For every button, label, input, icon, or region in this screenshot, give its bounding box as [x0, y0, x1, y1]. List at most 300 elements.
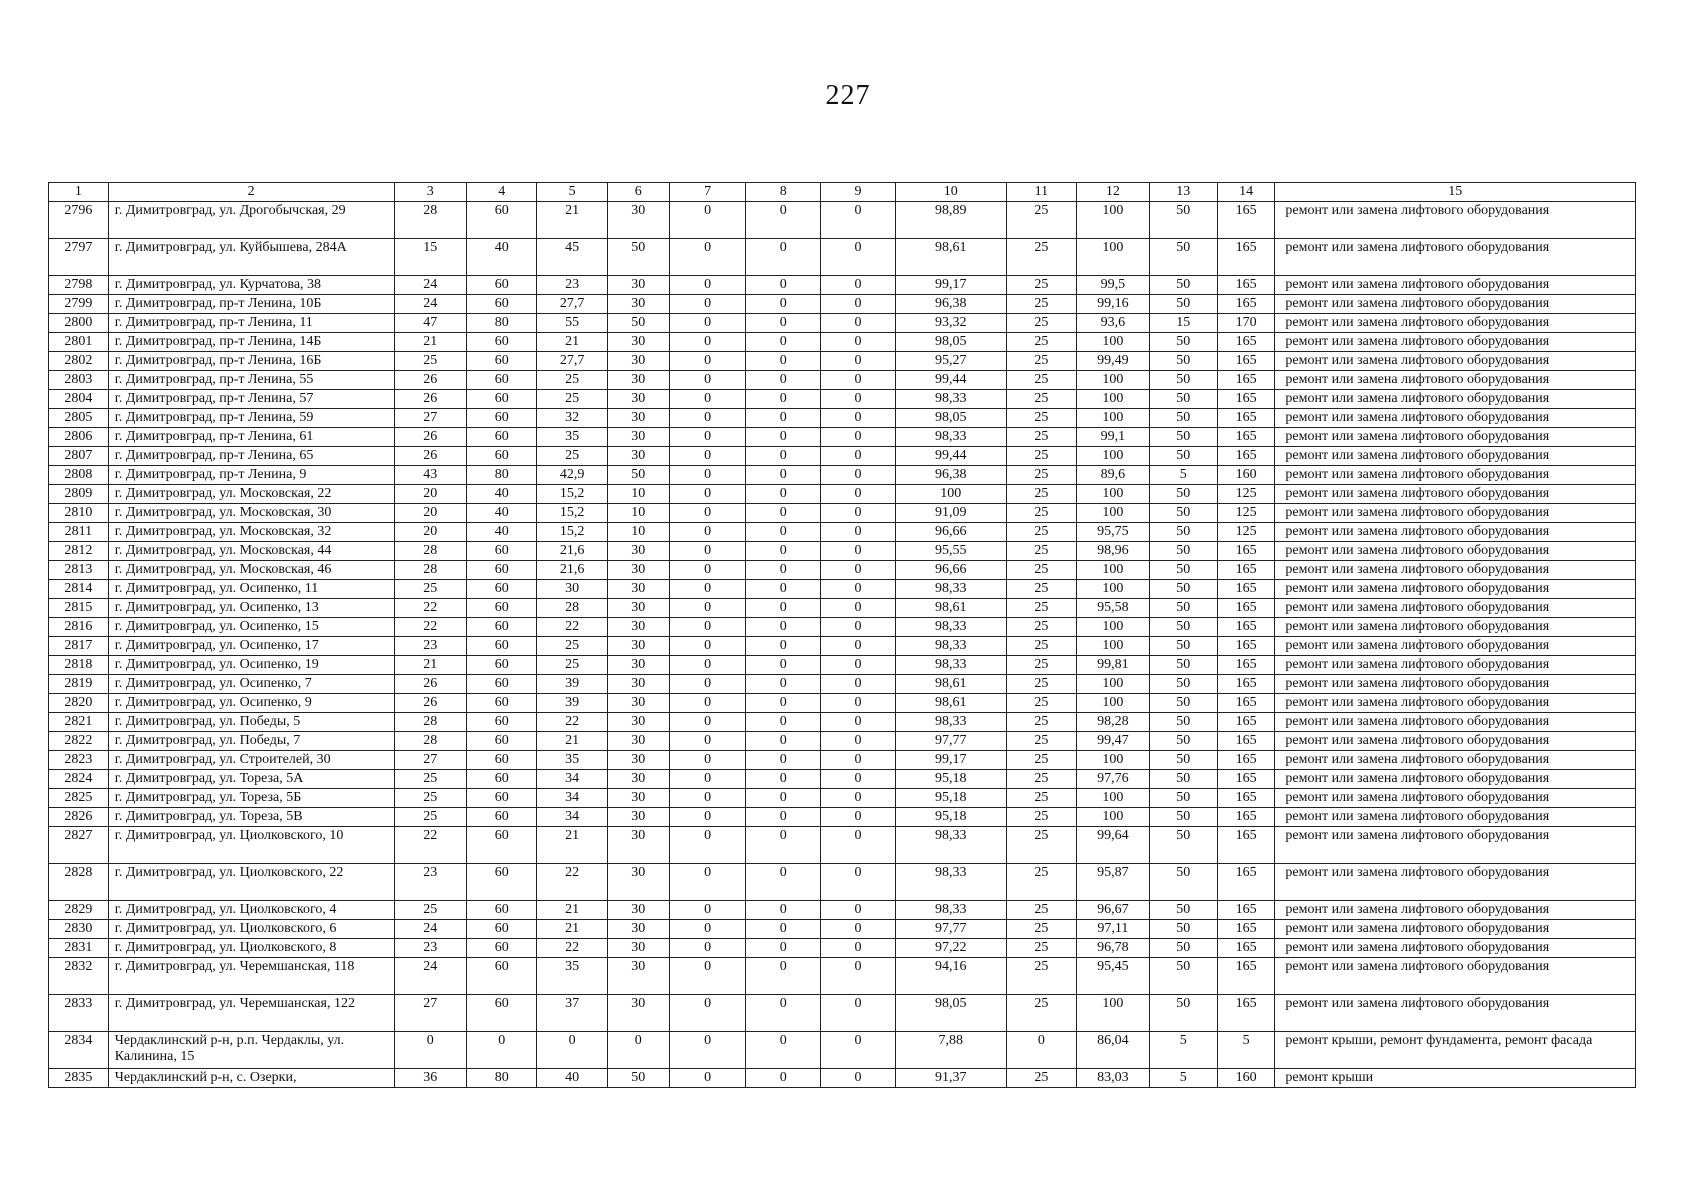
value-cell: 99,81 [1077, 656, 1150, 675]
value-cell: 25 [1006, 939, 1076, 958]
value-cell: 99,44 [895, 371, 1006, 390]
value-cell: 50 [1149, 202, 1217, 239]
value-cell: 25 [1006, 447, 1076, 466]
value-cell: 50 [1149, 409, 1217, 428]
value-cell: 0 [746, 1032, 821, 1069]
value-cell: 25 [1006, 202, 1076, 239]
value-cell: 100 [1077, 675, 1150, 694]
address-cell: г. Димитровград, пр-т Ленина, 65 [108, 447, 394, 466]
value-cell: 0 [669, 827, 746, 864]
value-cell: 50 [1149, 352, 1217, 371]
value-cell: 50 [1149, 504, 1217, 523]
row-number-cell: 2816 [49, 618, 109, 637]
value-cell: 20 [394, 485, 467, 504]
table-row [49, 732, 1636, 751]
value-cell: 50 [1149, 939, 1217, 958]
value-cell: 0 [746, 333, 821, 352]
value-cell: 98,61 [895, 694, 1006, 713]
table-row [49, 675, 1636, 694]
value-cell: 22 [394, 599, 467, 618]
value-cell: 21,6 [537, 561, 607, 580]
value-cell: 50 [1149, 901, 1217, 920]
value-cell: 60 [467, 637, 537, 656]
value-cell: 45 [537, 239, 607, 276]
value-cell: 50 [1149, 789, 1217, 808]
value-cell: 165 [1217, 371, 1275, 390]
value-cell: 50 [1149, 542, 1217, 561]
value-cell: 0 [669, 1032, 746, 1069]
value-cell: 98,33 [895, 864, 1006, 901]
work-type-cell: ремонт или замена лифтового оборудования [1275, 314, 1636, 333]
address-cell: г. Димитровград, ул. Курчатова, 38 [108, 276, 394, 295]
value-cell: 25 [1006, 713, 1076, 732]
value-cell: 0 [821, 939, 896, 958]
value-cell: 0 [821, 1069, 896, 1088]
row-number-cell: 2803 [49, 371, 109, 390]
value-cell: 50 [1149, 561, 1217, 580]
value-cell: 15 [394, 239, 467, 276]
value-cell: 25 [537, 390, 607, 409]
work-type-cell: ремонт или замена лифтового оборудования [1275, 675, 1636, 694]
column-header: 14 [1217, 183, 1275, 202]
value-cell: 60 [467, 542, 537, 561]
value-cell: 24 [394, 295, 467, 314]
work-type-cell: ремонт или замена лифтового оборудования [1275, 618, 1636, 637]
value-cell: 60 [467, 390, 537, 409]
address-cell: г. Димитровград, ул. Осипенко, 11 [108, 580, 394, 599]
value-cell: 30 [607, 409, 669, 428]
value-cell: 50 [1149, 694, 1217, 713]
value-cell: 97,22 [895, 939, 1006, 958]
value-cell: 100 [1077, 485, 1150, 504]
value-cell: 0 [821, 447, 896, 466]
row-number-cell: 2811 [49, 523, 109, 542]
value-cell: 60 [467, 827, 537, 864]
value-cell: 30 [607, 352, 669, 371]
value-cell: 165 [1217, 599, 1275, 618]
address-cell: г. Димитровград, ул. Черемшанская, 122 [108, 995, 394, 1032]
row-number-cell: 2805 [49, 409, 109, 428]
value-cell: 0 [746, 390, 821, 409]
value-cell: 0 [821, 751, 896, 770]
address-cell: г. Димитровград, ул. Осипенко, 19 [108, 656, 394, 675]
value-cell: 0 [746, 958, 821, 995]
address-cell: г. Димитровград, ул. Циолковского, 6 [108, 920, 394, 939]
value-cell: 22 [537, 939, 607, 958]
address-cell: г. Димитровград, ул. Московская, 30 [108, 504, 394, 523]
value-cell: 30 [607, 901, 669, 920]
value-cell: 26 [394, 694, 467, 713]
work-type-cell: ремонт или замена лифтового оборудования [1275, 901, 1636, 920]
value-cell: 0 [746, 447, 821, 466]
table-row [49, 939, 1636, 958]
work-type-cell: ремонт или замена лифтового оборудования [1275, 542, 1636, 561]
value-cell: 0 [746, 1069, 821, 1088]
value-cell: 0 [669, 466, 746, 485]
value-cell: 25 [1006, 504, 1076, 523]
table-body [49, 202, 1636, 1088]
table-row [49, 618, 1636, 637]
value-cell: 125 [1217, 504, 1275, 523]
table-row [49, 523, 1636, 542]
value-cell: 22 [394, 618, 467, 637]
value-cell: 25 [1006, 428, 1076, 447]
value-cell: 0 [607, 1032, 669, 1069]
value-cell: 165 [1217, 827, 1275, 864]
value-cell: 60 [467, 920, 537, 939]
value-cell: 0 [821, 202, 896, 239]
value-cell: 24 [394, 276, 467, 295]
value-cell: 39 [537, 675, 607, 694]
value-cell: 30 [607, 958, 669, 995]
value-cell: 0 [821, 523, 896, 542]
value-cell: 5 [1217, 1032, 1275, 1069]
value-cell: 0 [669, 751, 746, 770]
value-cell: 40 [467, 239, 537, 276]
value-cell: 10 [607, 485, 669, 504]
value-cell: 0 [746, 827, 821, 864]
value-cell: 100 [1077, 618, 1150, 637]
value-cell: 0 [821, 637, 896, 656]
value-cell: 0 [746, 599, 821, 618]
row-number-cell: 2796 [49, 202, 109, 239]
value-cell: 21 [537, 920, 607, 939]
table-row [49, 1069, 1636, 1088]
value-cell: 23 [394, 637, 467, 656]
value-cell: 0 [821, 864, 896, 901]
value-cell: 0 [669, 637, 746, 656]
value-cell: 95,75 [1077, 523, 1150, 542]
row-number-cell: 2808 [49, 466, 109, 485]
work-type-cell: ремонт или замена лифтового оборудования [1275, 694, 1636, 713]
value-cell: 83,03 [1077, 1069, 1150, 1088]
value-cell: 27 [394, 409, 467, 428]
address-cell: г. Димитровград, ул. Осипенко, 15 [108, 618, 394, 637]
table-row [49, 295, 1636, 314]
page-number: 227 [825, 80, 871, 111]
address-cell: г. Димитровград, пр-т Ленина, 57 [108, 390, 394, 409]
value-cell: 89,6 [1077, 466, 1150, 485]
value-cell: 50 [1149, 864, 1217, 901]
row-number-cell: 2827 [49, 827, 109, 864]
value-cell: 98,33 [895, 656, 1006, 675]
row-number-cell: 2835 [49, 1069, 109, 1088]
value-cell: 0 [669, 618, 746, 637]
value-cell: 165 [1217, 561, 1275, 580]
value-cell: 0 [746, 901, 821, 920]
address-cell: г. Димитровград, ул. Московская, 22 [108, 485, 394, 504]
value-cell: 0 [669, 504, 746, 523]
work-type-cell: ремонт или замена лифтового оборудования [1275, 390, 1636, 409]
work-type-cell: ремонт или замена лифтового оборудования [1275, 751, 1636, 770]
value-cell: 0 [669, 713, 746, 732]
value-cell: 0 [821, 713, 896, 732]
value-cell: 0 [669, 580, 746, 599]
row-number-cell: 2798 [49, 276, 109, 295]
value-cell: 0 [537, 1032, 607, 1069]
row-number-cell: 2826 [49, 808, 109, 827]
value-cell: 0 [746, 675, 821, 694]
value-cell: 96,78 [1077, 939, 1150, 958]
value-cell: 21 [537, 901, 607, 920]
address-cell: г. Димитровград, ул. Циолковского, 10 [108, 827, 394, 864]
row-number-cell: 2828 [49, 864, 109, 901]
work-type-cell: ремонт или замена лифтового оборудования [1275, 789, 1636, 808]
work-type-cell: ремонт или замена лифтового оборудования [1275, 770, 1636, 789]
value-cell: 25 [1006, 694, 1076, 713]
row-number-cell: 2813 [49, 561, 109, 580]
value-cell: 0 [821, 314, 896, 333]
value-cell: 0 [746, 732, 821, 751]
value-cell: 60 [467, 939, 537, 958]
value-cell: 27 [394, 751, 467, 770]
value-cell: 0 [746, 751, 821, 770]
work-type-cell: ремонт или замена лифтового оборудования [1275, 409, 1636, 428]
value-cell: 25 [1006, 295, 1076, 314]
value-cell: 30 [607, 580, 669, 599]
value-cell: 0 [669, 995, 746, 1032]
value-cell: 165 [1217, 276, 1275, 295]
value-cell: 60 [467, 656, 537, 675]
value-cell: 27 [394, 995, 467, 1032]
value-cell: 25 [394, 808, 467, 827]
value-cell: 99,5 [1077, 276, 1150, 295]
value-cell: 0 [821, 276, 896, 295]
address-cell: г. Димитровград, ул. Осипенко, 17 [108, 637, 394, 656]
work-type-cell: ремонт или замена лифтового оборудования [1275, 466, 1636, 485]
value-cell: 22 [537, 864, 607, 901]
value-cell: 0 [669, 239, 746, 276]
value-cell: 60 [467, 618, 537, 637]
value-cell: 0 [669, 314, 746, 333]
value-cell: 96,66 [895, 523, 1006, 542]
address-cell: г. Димитровград, ул. Победы, 5 [108, 713, 394, 732]
value-cell: 60 [467, 447, 537, 466]
value-cell: 0 [669, 333, 746, 352]
value-cell: 0 [746, 428, 821, 447]
value-cell: 0 [669, 485, 746, 504]
row-number-cell: 2832 [49, 958, 109, 995]
value-cell: 165 [1217, 920, 1275, 939]
value-cell: 60 [467, 751, 537, 770]
value-cell: 0 [821, 808, 896, 827]
value-cell: 25 [394, 789, 467, 808]
value-cell: 0 [669, 656, 746, 675]
value-cell: 0 [746, 202, 821, 239]
value-cell: 30 [607, 447, 669, 466]
value-cell: 0 [746, 523, 821, 542]
value-cell: 165 [1217, 637, 1275, 656]
value-cell: 165 [1217, 447, 1275, 466]
value-cell: 0 [821, 504, 896, 523]
value-cell: 22 [537, 618, 607, 637]
column-header: 2 [108, 183, 394, 202]
value-cell: 80 [467, 1069, 537, 1088]
value-cell: 95,27 [895, 352, 1006, 371]
value-cell: 20 [394, 504, 467, 523]
value-cell: 28 [394, 202, 467, 239]
value-cell: 0 [821, 920, 896, 939]
work-type-cell: ремонт или замена лифтового оборудования [1275, 276, 1636, 295]
column-header: 11 [1006, 183, 1076, 202]
value-cell: 0 [821, 352, 896, 371]
value-cell: 0 [669, 901, 746, 920]
value-cell: 165 [1217, 789, 1275, 808]
value-cell: 165 [1217, 713, 1275, 732]
row-number-cell: 2797 [49, 239, 109, 276]
value-cell: 15,2 [537, 523, 607, 542]
address-cell: Чердаклинский р-н, с. Озерки, [108, 1069, 394, 1088]
address-cell: г. Димитровград, пр-т Ленина, 10Б [108, 295, 394, 314]
value-cell: 35 [537, 958, 607, 995]
value-cell: 37 [537, 995, 607, 1032]
table-row [49, 390, 1636, 409]
value-cell: 60 [467, 580, 537, 599]
value-cell: 100 [1077, 333, 1150, 352]
value-cell: 60 [467, 713, 537, 732]
address-cell: г. Димитровград, ул. Циолковского, 4 [108, 901, 394, 920]
address-cell: г. Димитровград, ул. Циолковского, 8 [108, 939, 394, 958]
value-cell: 98,33 [895, 428, 1006, 447]
value-cell: 0 [746, 713, 821, 732]
value-cell: 21 [394, 333, 467, 352]
value-cell: 0 [821, 618, 896, 637]
column-header: 1 [49, 183, 109, 202]
value-cell: 100 [1077, 390, 1150, 409]
value-cell: 0 [746, 466, 821, 485]
value-cell: 30 [607, 276, 669, 295]
value-cell: 26 [394, 428, 467, 447]
value-cell: 0 [669, 561, 746, 580]
value-cell: 50 [1149, 580, 1217, 599]
value-cell: 39 [537, 694, 607, 713]
work-type-cell: ремонт или замена лифтового оборудования [1275, 352, 1636, 371]
row-number-cell: 2822 [49, 732, 109, 751]
value-cell: 24 [394, 920, 467, 939]
table-row [49, 958, 1636, 995]
value-cell: 0 [669, 276, 746, 295]
value-cell: 99,1 [1077, 428, 1150, 447]
row-number-cell: 2821 [49, 713, 109, 732]
value-cell: 50 [607, 1069, 669, 1088]
row-number-cell: 2807 [49, 447, 109, 466]
value-cell: 99,17 [895, 276, 1006, 295]
value-cell: 30 [607, 939, 669, 958]
value-cell: 0 [746, 694, 821, 713]
value-cell: 27,7 [537, 352, 607, 371]
work-type-cell: ремонт или замена лифтового оборудования [1275, 599, 1636, 618]
row-number-cell: 2801 [49, 333, 109, 352]
table-row [49, 466, 1636, 485]
value-cell: 60 [467, 675, 537, 694]
value-cell: 0 [821, 409, 896, 428]
value-cell: 0 [669, 599, 746, 618]
value-cell: 26 [394, 390, 467, 409]
value-cell: 34 [537, 808, 607, 827]
value-cell: 0 [746, 295, 821, 314]
value-cell: 0 [821, 995, 896, 1032]
value-cell: 96,38 [895, 466, 1006, 485]
table-row [49, 637, 1636, 656]
table-row [49, 808, 1636, 827]
row-number-cell: 2814 [49, 580, 109, 599]
value-cell: 50 [1149, 770, 1217, 789]
value-cell: 25 [1006, 920, 1076, 939]
value-cell: 0 [821, 694, 896, 713]
table-row [49, 827, 1636, 864]
value-cell: 98,96 [1077, 542, 1150, 561]
table-row [49, 447, 1636, 466]
value-cell: 0 [746, 276, 821, 295]
value-cell: 98,05 [895, 409, 1006, 428]
table-row [49, 864, 1636, 901]
address-cell: г. Димитровград, пр-т Ленина, 61 [108, 428, 394, 447]
table-row [49, 995, 1636, 1032]
value-cell: 23 [537, 276, 607, 295]
value-cell: 30 [607, 770, 669, 789]
value-cell: 50 [1149, 239, 1217, 276]
value-cell: 30 [607, 637, 669, 656]
data-table [48, 182, 1636, 1088]
address-cell: г. Димитровград, пр-т Ленина, 59 [108, 409, 394, 428]
value-cell: 0 [669, 542, 746, 561]
value-cell: 28 [394, 561, 467, 580]
value-cell: 160 [1217, 466, 1275, 485]
value-cell: 60 [467, 808, 537, 827]
value-cell: 40 [467, 485, 537, 504]
value-cell: 50 [1149, 447, 1217, 466]
value-cell: 98,33 [895, 580, 1006, 599]
value-cell: 50 [1149, 656, 1217, 675]
value-cell: 98,61 [895, 239, 1006, 276]
value-cell: 0 [669, 447, 746, 466]
value-cell: 0 [669, 1069, 746, 1088]
value-cell: 34 [537, 789, 607, 808]
row-number-cell: 2833 [49, 995, 109, 1032]
value-cell: 30 [607, 656, 669, 675]
column-header: 13 [1149, 183, 1217, 202]
value-cell: 165 [1217, 694, 1275, 713]
value-cell: 0 [746, 995, 821, 1032]
value-cell: 30 [607, 789, 669, 808]
value-cell: 30 [607, 751, 669, 770]
value-cell: 50 [1149, 390, 1217, 409]
value-cell: 100 [1077, 694, 1150, 713]
value-cell: 60 [467, 352, 537, 371]
row-number-cell: 2825 [49, 789, 109, 808]
value-cell: 165 [1217, 864, 1275, 901]
value-cell: 30 [607, 428, 669, 447]
value-cell: 95,18 [895, 789, 1006, 808]
row-number-cell: 2806 [49, 428, 109, 447]
value-cell: 50 [1149, 599, 1217, 618]
value-cell: 0 [669, 409, 746, 428]
value-cell: 0 [821, 333, 896, 352]
value-cell: 60 [467, 694, 537, 713]
table-row [49, 409, 1636, 428]
value-cell: 25 [537, 447, 607, 466]
value-cell: 23 [394, 939, 467, 958]
value-cell: 25 [1006, 409, 1076, 428]
value-cell: 98,33 [895, 637, 1006, 656]
value-cell: 165 [1217, 295, 1275, 314]
value-cell: 25 [537, 371, 607, 390]
value-cell: 60 [467, 770, 537, 789]
value-cell: 30 [607, 694, 669, 713]
value-cell: 0 [821, 958, 896, 995]
value-cell: 0 [821, 1032, 896, 1069]
work-type-cell: ремонт или замена лифтового оборудования [1275, 333, 1636, 352]
